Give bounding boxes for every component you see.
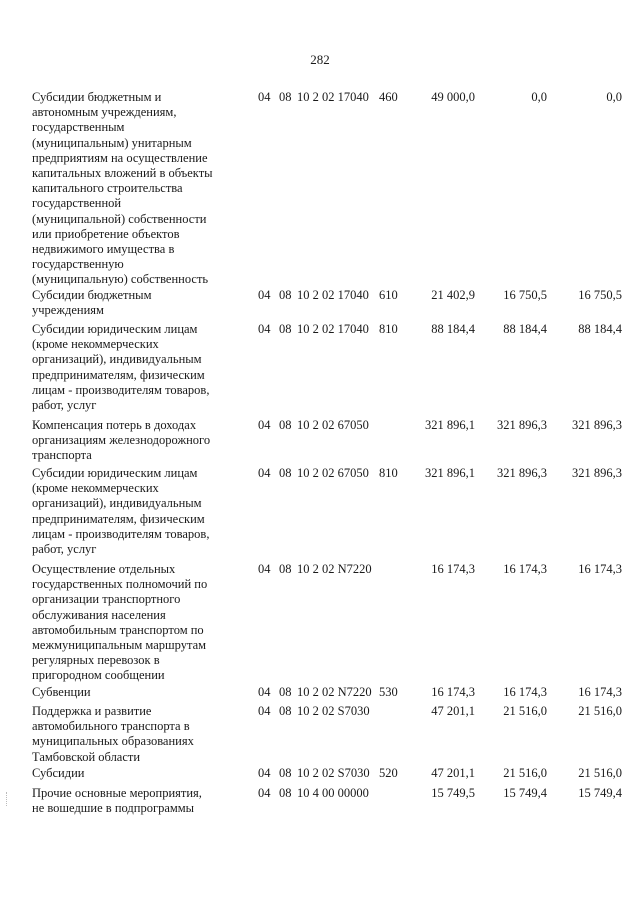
row-value-year1: 16 174,3 bbox=[431, 685, 475, 699]
row-value-year2: 16 174,3 bbox=[503, 562, 547, 576]
row-name: Субсидии юридическим лицам (кроме некоммерческих организаций), индивидуальным предпринимателям, физическим лицам - производителям товаров, работ, услуг bbox=[32, 322, 210, 413]
row-section: 04 bbox=[258, 466, 271, 480]
row-subsection: 08 bbox=[279, 466, 292, 480]
row-name: Субсидии юридическим лицам (кроме некоммерческих организаций), индивидуальным предпринимателям, физическим лицам - производителям товаров, работ, услуг bbox=[32, 466, 210, 557]
row-value-year3: 16 174,3 bbox=[578, 562, 622, 576]
row-subsection: 08 bbox=[279, 766, 292, 780]
row-value-year1: 321 896,1 bbox=[425, 466, 475, 480]
row-section: 04 bbox=[258, 418, 271, 432]
row-value-year2: 16 750,5 bbox=[503, 288, 547, 302]
row-target-code: 10 2 02 N7220 bbox=[297, 562, 372, 576]
row-value-year2: 21 516,0 bbox=[503, 704, 547, 718]
row-name: Субсидии бюджетным и автономным учреждениям, государственным (муниципальным) унитарным предприятиям на осуществление капитальных вложений в объекты капитального строительства государственной (муниципальной) собственности или приобретение объектов недвижимого имущества в государственную (муниципальную) собственность bbox=[32, 90, 213, 287]
row-value-year1: 21 402,9 bbox=[431, 288, 475, 302]
row-name: Компенсация потерь в доходах организациям железнодорожного транспорта bbox=[32, 418, 211, 463]
row-target-code: 10 2 02 17040 bbox=[297, 322, 369, 336]
row-value-year2: 321 896,3 bbox=[497, 418, 547, 432]
row-value-year2: 21 516,0 bbox=[503, 766, 547, 780]
row-expense-type: 520 bbox=[379, 766, 398, 780]
row-subsection: 08 bbox=[279, 562, 292, 576]
row-section: 04 bbox=[258, 90, 271, 104]
row-value-year2: 16 174,3 bbox=[503, 685, 547, 699]
row-value-year2: 321 896,3 bbox=[497, 466, 547, 480]
row-name: Субсидии bbox=[32, 766, 85, 780]
row-target-code: 10 2 02 17040 bbox=[297, 288, 369, 302]
row-name: Осуществление отдельных государственных полномочий по организации транспортного обслуживания населения автомобильным транспортом по межмуниципальным маршрутам регулярных перевозок в пригородном сообщении bbox=[32, 562, 208, 683]
row-section: 04 bbox=[258, 288, 271, 302]
row-value-year3: 0,0 bbox=[606, 90, 622, 104]
row-target-code: 10 2 02 N7220 bbox=[297, 685, 372, 699]
page-number: 282 bbox=[310, 52, 330, 67]
row-section: 04 bbox=[258, 704, 271, 718]
row-value-year3: 321 896,3 bbox=[572, 418, 622, 432]
row-target-code: 10 2 02 67050 bbox=[297, 466, 369, 480]
row-value-year1: 88 184,4 bbox=[431, 322, 475, 336]
row-target-code: 10 2 02 17040 bbox=[297, 90, 369, 104]
row-subsection: 08 bbox=[279, 288, 292, 302]
row-value-year3: 88 184,4 bbox=[578, 322, 622, 336]
row-name: Поддержка и развитие автомобильного транспорта в муниципальных образованиях Тамбовской области bbox=[32, 704, 194, 764]
row-value-year1: 47 201,1 bbox=[431, 766, 475, 780]
row-target-code: 10 2 02 S7030 bbox=[297, 766, 370, 780]
row-target-code: 10 2 02 67050 bbox=[297, 418, 369, 432]
row-expense-type: 810 bbox=[379, 322, 398, 336]
row-section: 04 bbox=[258, 322, 271, 336]
row-value-year1: 47 201,1 bbox=[431, 704, 475, 718]
row-section: 04 bbox=[258, 562, 271, 576]
row-value-year2: 88 184,4 bbox=[503, 322, 547, 336]
row-section: 04 bbox=[258, 685, 271, 699]
row-subsection: 08 bbox=[279, 704, 292, 718]
row-subsection: 08 bbox=[279, 418, 292, 432]
row-value-year3: 21 516,0 bbox=[578, 766, 622, 780]
row-subsection: 08 bbox=[279, 685, 292, 699]
row-subsection: 08 bbox=[279, 786, 292, 800]
row-name: Прочие основные мероприятия, не вошедшие в подпрограммы bbox=[32, 786, 202, 816]
row-subsection: 08 bbox=[279, 90, 292, 104]
row-name: Субвенции bbox=[32, 685, 91, 699]
row-name: Субсидии бюджетным учреждениям bbox=[32, 288, 152, 318]
row-target-code: 10 2 02 S7030 bbox=[297, 704, 370, 718]
row-value-year3: 16 174,3 bbox=[578, 685, 622, 699]
row-expense-type: 610 bbox=[379, 288, 398, 302]
row-value-year1: 49 000,0 bbox=[431, 90, 475, 104]
row-expense-type: 530 bbox=[379, 685, 398, 699]
row-value-year3: 15 749,4 bbox=[578, 786, 622, 800]
row-target-code: 10 4 00 00000 bbox=[297, 786, 369, 800]
row-expense-type: 460 bbox=[379, 90, 398, 104]
row-value-year2: 0,0 bbox=[531, 90, 547, 104]
row-value-year3: 16 750,5 bbox=[578, 288, 622, 302]
scan-margin-mark bbox=[6, 792, 8, 806]
row-value-year2: 15 749,4 bbox=[503, 786, 547, 800]
row-value-year1: 16 174,3 bbox=[431, 562, 475, 576]
row-value-year3: 21 516,0 bbox=[578, 704, 622, 718]
row-value-year1: 15 749,5 bbox=[431, 786, 475, 800]
row-value-year1: 321 896,1 bbox=[425, 418, 475, 432]
row-section: 04 bbox=[258, 786, 271, 800]
row-expense-type: 810 bbox=[379, 466, 398, 480]
row-value-year3: 321 896,3 bbox=[572, 466, 622, 480]
row-section: 04 bbox=[258, 766, 271, 780]
row-subsection: 08 bbox=[279, 322, 292, 336]
